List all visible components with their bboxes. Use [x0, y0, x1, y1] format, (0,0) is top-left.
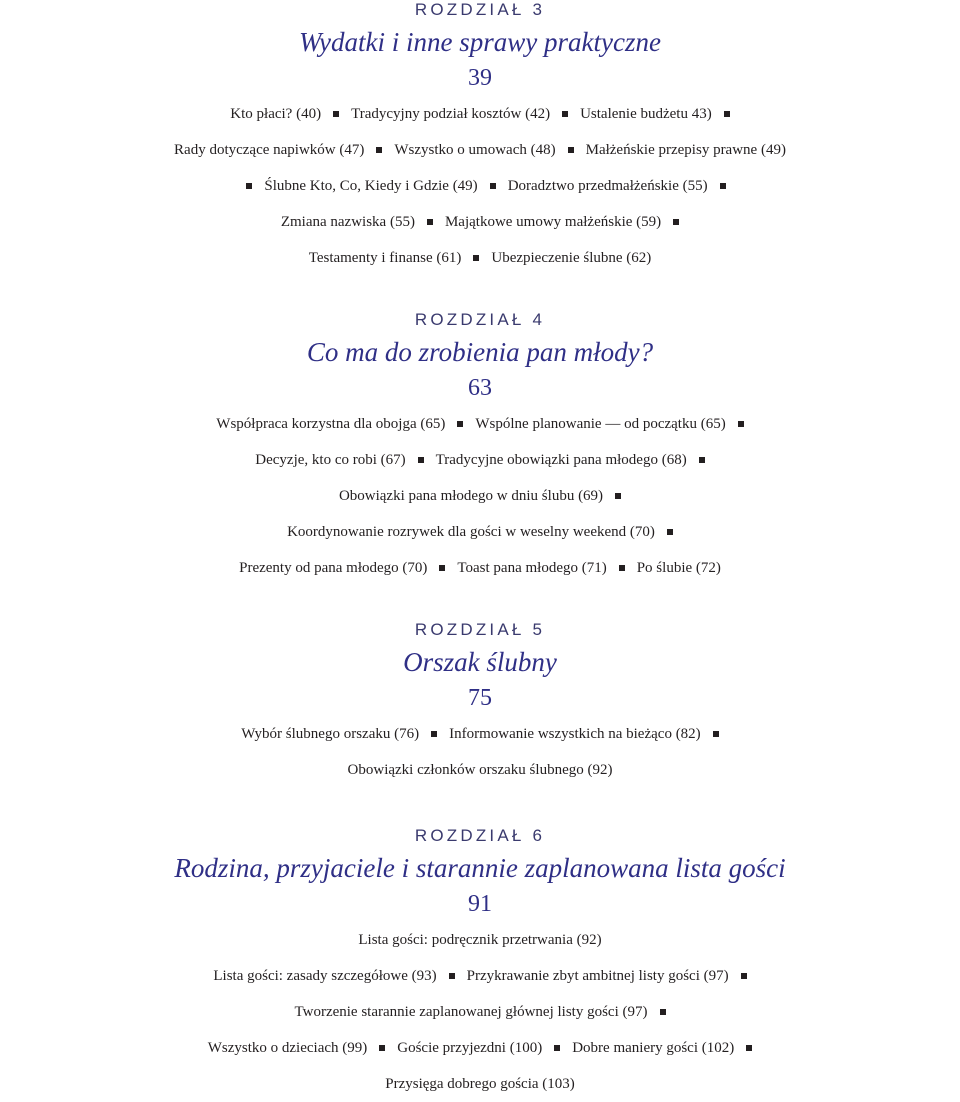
- bullet-separator: [439, 565, 445, 571]
- toc-entry[interactable]: Majątkowe umowy małżeńskie (59): [444, 214, 662, 230]
- bullet-separator: [418, 457, 424, 463]
- toc-line: [0, 204, 960, 240]
- toc-line: [0, 514, 960, 550]
- toc-entry[interactable]: Rady dotyczące napiwków (47): [174, 142, 365, 158]
- bullet-separator: [431, 731, 437, 737]
- toc-entry[interactable]: Po ślubie (72): [636, 560, 721, 576]
- toc-line: [0, 716, 960, 752]
- chapter-section: [0, 0, 960, 276]
- bullet-separator: [554, 1045, 560, 1051]
- toc-entry[interactable]: Lista gości: podręcznik przetrwania (92): [358, 932, 602, 948]
- chapter-label: ROZDZIAŁ 6: [414, 826, 546, 845]
- toc-line: [0, 958, 960, 994]
- toc-entry[interactable]: Prezenty od pana młodego (70): [239, 560, 428, 576]
- toc-line: [0, 1030, 960, 1066]
- bullet-separator: [449, 973, 455, 979]
- bullet-separator: [724, 111, 730, 117]
- toc-line: [0, 922, 960, 958]
- bullet-separator: [246, 183, 252, 189]
- toc-entry[interactable]: Zmiana nazwiska (55): [280, 214, 415, 230]
- bullet-separator: [699, 457, 705, 463]
- toc-entry[interactable]: Doradztwo przedmałżeńskie (55): [507, 178, 708, 194]
- toc-entry[interactable]: Obowiązki pana młodego w dniu ślubu (69): [338, 488, 604, 504]
- bullet-separator: [667, 529, 673, 535]
- toc-entry[interactable]: Dobre maniery gości (102): [572, 1040, 735, 1056]
- bullet-separator: [713, 731, 719, 737]
- toc-line: [0, 442, 960, 478]
- bullet-separator: [741, 973, 747, 979]
- bullet-separator: [379, 1045, 385, 1051]
- toc-entry[interactable]: Współpraca korzystna dla obojga (65): [216, 416, 446, 432]
- bullet-separator: [427, 219, 433, 225]
- bullet-separator: [568, 147, 574, 153]
- toc-entry[interactable]: Przysięga dobrego gościa (103): [385, 1076, 575, 1092]
- toc-entry[interactable]: Małżeńskie przepisy prawne (49): [585, 142, 786, 158]
- chapter-label: ROZDZIAŁ 5: [414, 620, 546, 639]
- bullet-separator: [746, 1045, 752, 1051]
- toc-entry[interactable]: Goście przyjezdni (100): [397, 1040, 543, 1056]
- chapter-section: [0, 826, 960, 1102]
- toc-entry[interactable]: Wspólne planowanie — od początku (65): [475, 416, 726, 432]
- bullet-separator: [376, 147, 382, 153]
- toc-entry[interactable]: Testamenty i finanse (61): [308, 250, 462, 266]
- bullet-separator: [562, 111, 568, 117]
- chapter-section: [0, 620, 960, 788]
- toc-line: [0, 994, 960, 1030]
- toc-entry[interactable]: Kto płaci? (40): [230, 106, 322, 122]
- bullet-separator: [619, 565, 625, 571]
- bullet-separator: [738, 421, 744, 427]
- toc-entry[interactable]: Toast pana młodego (71): [457, 560, 607, 576]
- toc-entry[interactable]: Ustalenie budżetu 43): [580, 106, 712, 122]
- toc-entry[interactable]: Przykrawanie zbyt ambitnej listy gości (97): [466, 968, 729, 984]
- chapter-title[interactable]: Rodzina, przyjaciele i starannie zaplanowana lista gości: [174, 853, 786, 883]
- bullet-separator: [615, 493, 621, 499]
- toc-entry[interactable]: Lista gości: zasady szczegółowe (93): [213, 968, 437, 984]
- chapter-page-number: 39: [468, 65, 492, 91]
- bullet-separator: [660, 1009, 666, 1015]
- toc-entry[interactable]: Koordynowanie rozrywek dla gości w weselny weekend (70): [287, 524, 655, 540]
- chapter-label: ROZDZIAŁ 4: [414, 310, 546, 329]
- bullet-separator: [473, 255, 479, 261]
- chapter-section: [0, 310, 960, 586]
- toc-line: [0, 240, 960, 276]
- chapter-title[interactable]: Wydatki i inne sprawy praktyczne: [299, 27, 661, 57]
- toc-entry[interactable]: Obowiązki członków orszaku ślubnego (92): [347, 762, 613, 778]
- chapter-label: ROZDZIAŁ 3: [414, 0, 546, 19]
- toc-entry[interactable]: Decyzje, kto co robi (67): [255, 452, 406, 468]
- bullet-separator: [673, 219, 679, 225]
- chapter-title[interactable]: Co ma do zrobienia pan młody?: [306, 337, 654, 367]
- bullet-separator: [490, 183, 496, 189]
- toc-entry[interactable]: Ubezpieczenie ślubne (62): [491, 250, 652, 266]
- toc-line: [0, 406, 960, 442]
- bullet-separator: [720, 183, 726, 189]
- bullet-separator: [333, 111, 339, 117]
- toc-entry[interactable]: Wszystko o umowach (48): [394, 142, 556, 158]
- toc-line: [0, 132, 960, 168]
- toc-entry[interactable]: Wybór ślubnego orszaku (76): [241, 726, 420, 742]
- bullet-separator: [457, 421, 463, 427]
- toc-line: [0, 752, 960, 788]
- chapter-page-number: 75: [468, 685, 492, 711]
- toc-line: [0, 168, 960, 204]
- chapter-page-number: 63: [468, 375, 492, 401]
- chapter-page-number: 91: [468, 891, 492, 917]
- toc-line: [0, 1066, 960, 1102]
- toc-line: [0, 478, 960, 514]
- toc-line: [0, 550, 960, 586]
- toc-entry[interactable]: Tradycyjny podział kosztów (42): [351, 106, 551, 122]
- toc-entry[interactable]: Wszystko o dzieciach (99): [207, 1040, 368, 1056]
- toc-entry[interactable]: Ślubne Kto, Co, Kiedy i Gdzie (49): [264, 178, 478, 194]
- toc-entry[interactable]: Tworzenie starannie zaplanowanej głównej listy gości (97): [294, 1004, 648, 1020]
- toc-line: [0, 96, 960, 132]
- toc-entry[interactable]: Tradycyjne obowiązki pana młodego (68): [435, 452, 687, 468]
- toc-entry[interactable]: Informowanie wszystkich na bieżąco (82): [449, 726, 701, 742]
- chapter-title[interactable]: Orszak ślubny: [403, 647, 557, 677]
